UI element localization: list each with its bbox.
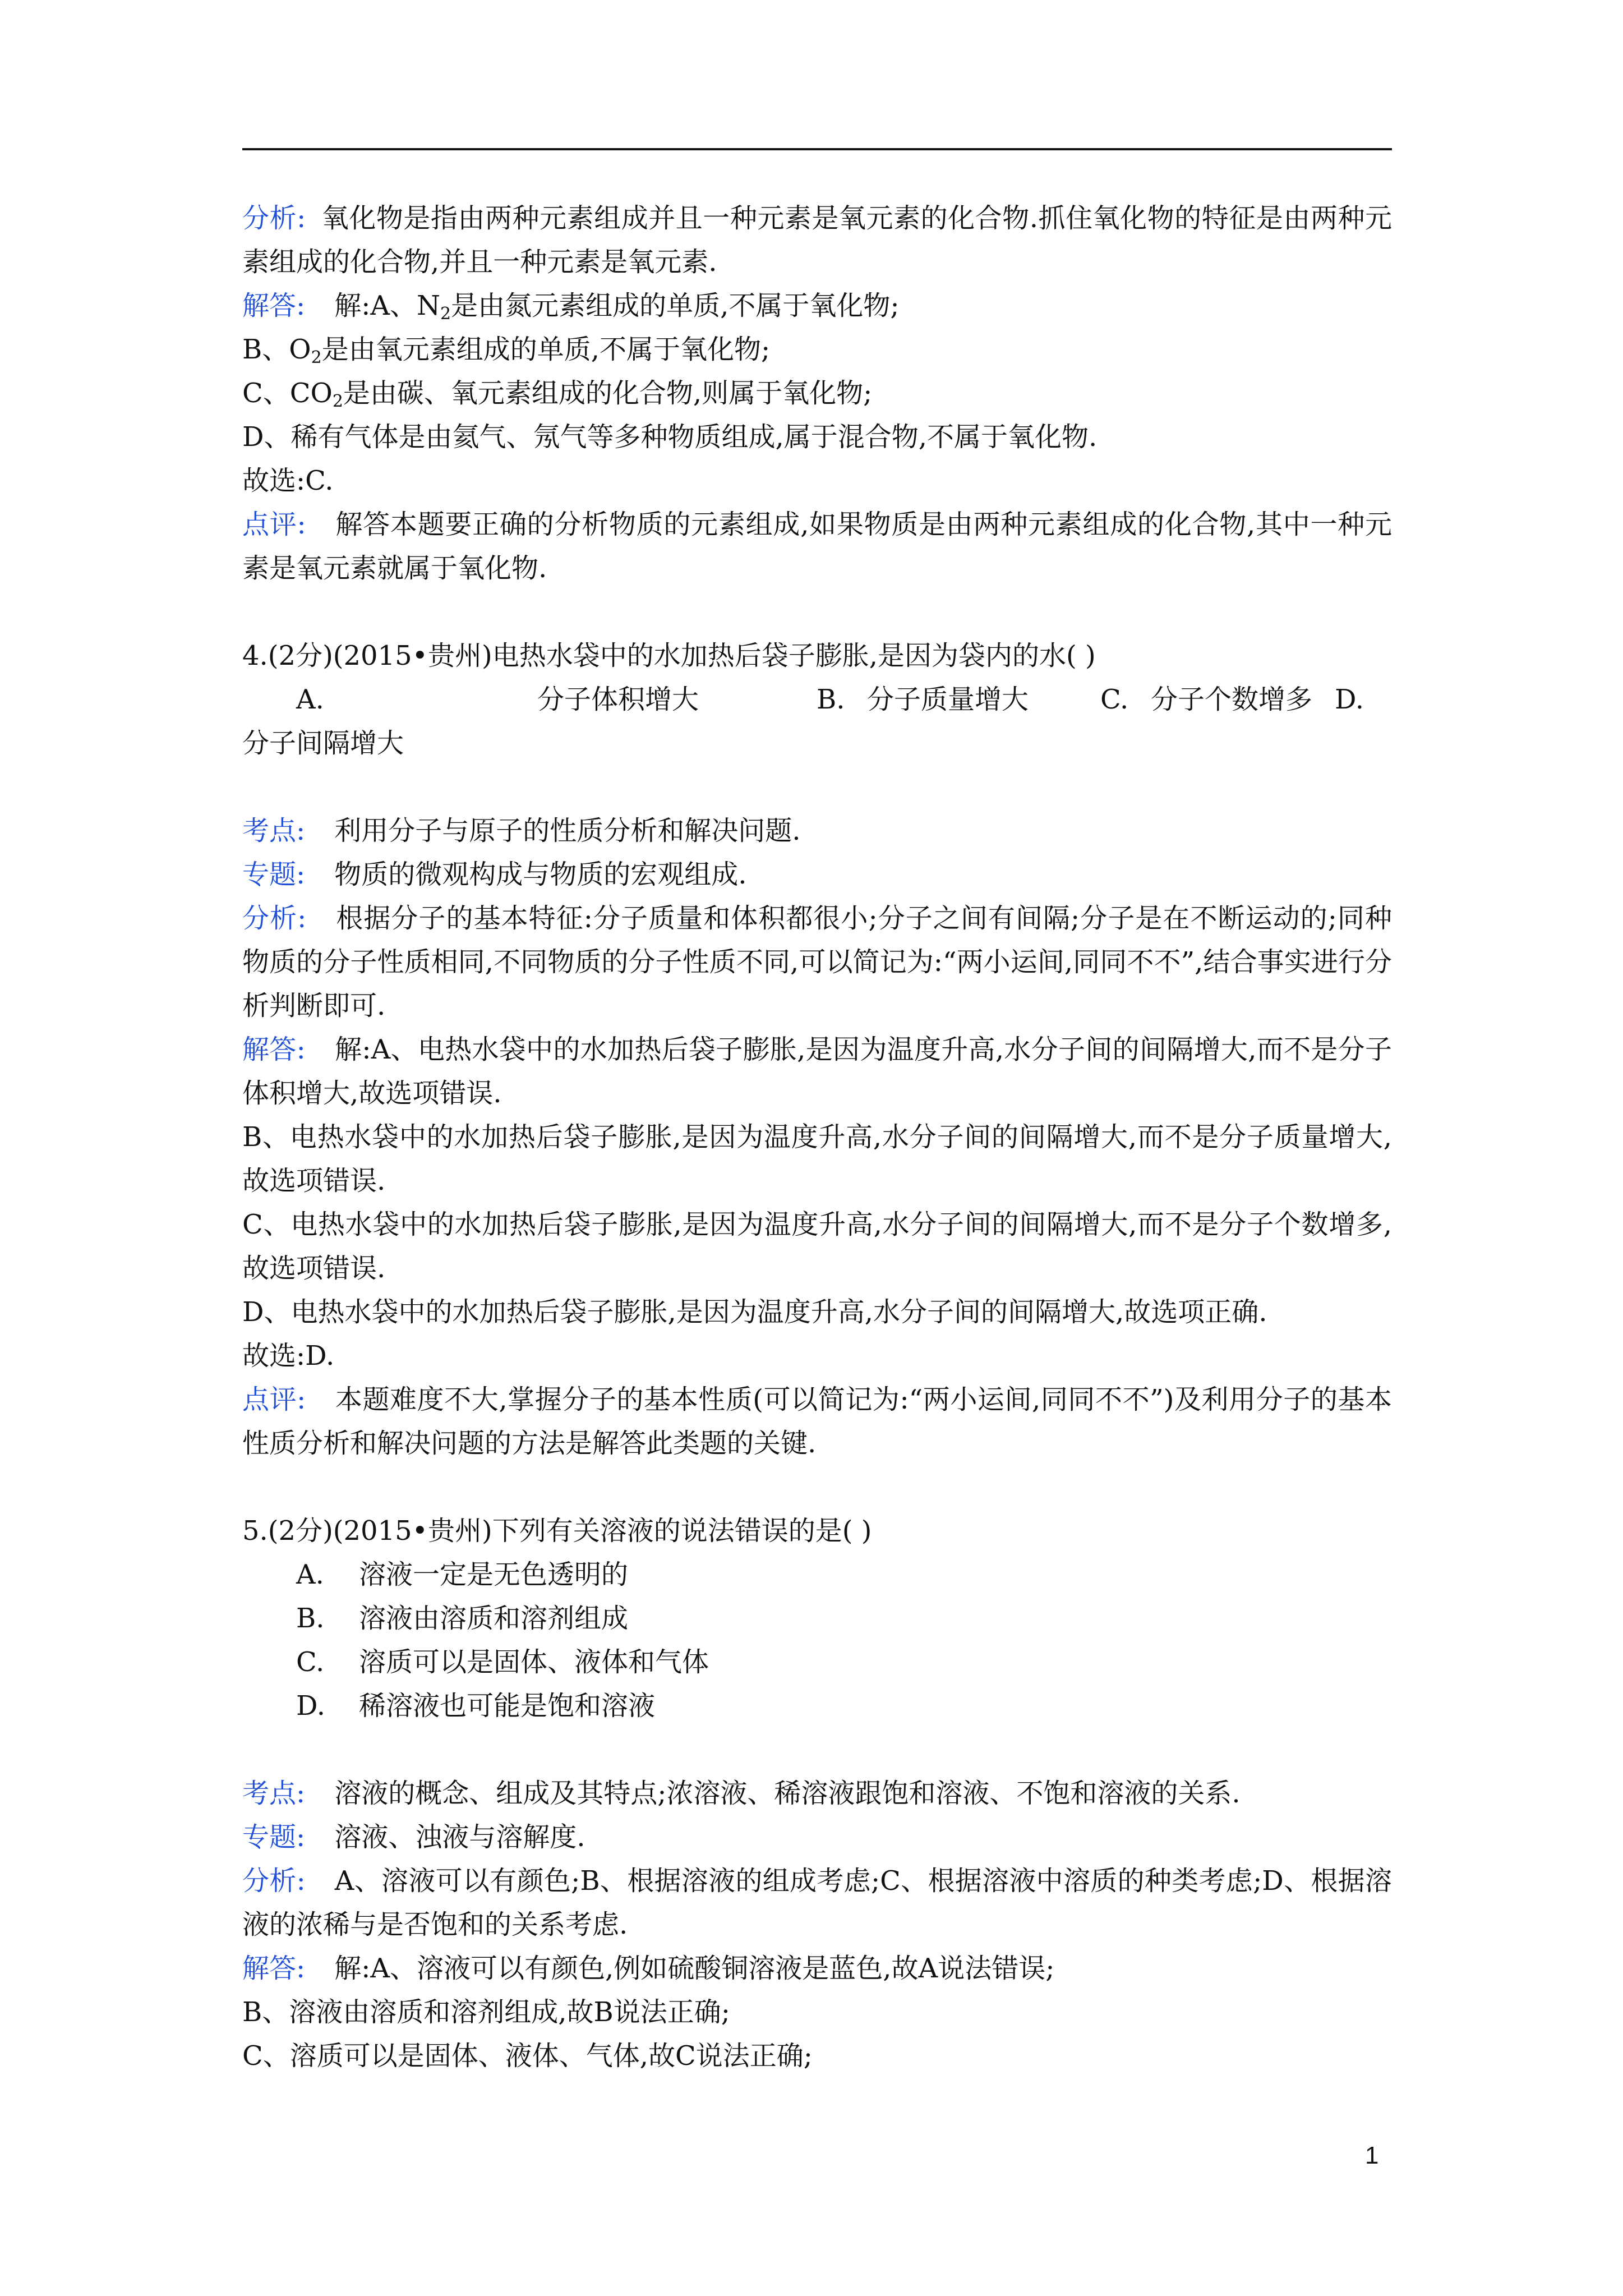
q4-topic: 专题: 物质的微观构成与物质的宏观组成. <box>242 859 747 890</box>
point-tag: 考点: <box>242 815 306 846</box>
q5-point: 考点: 溶液的概念、组成及其特点;浓溶液、稀溶液跟饱和溶液、不饱和溶液的关系. <box>242 1778 1241 1809</box>
comment-tag: 点评: <box>242 509 306 540</box>
q4-option-d-letter: D. <box>1335 684 1364 715</box>
topic-tag: 专题: <box>242 1821 306 1853</box>
spacer <box>242 590 1392 634</box>
q4-option-c-text: 分子个数增多 <box>1151 684 1313 715</box>
q3-answer-line-2: B、$O_2$是由氧元素组成的单质,不属于氧化物; <box>242 334 771 367</box>
page-number: 1 <box>1365 2142 1379 2169</box>
q5-answer-line-3: C、溶质可以是固体、液体、气体,故C说法正确; <box>242 2040 813 2072</box>
q5-answer-line-2: B、溶液由溶质和溶剂组成,故B说法正确; <box>242 1996 730 2028</box>
comment-tag: 点评: <box>242 1384 306 1415</box>
q4-point: 考点: 利用分子与原子的性质分析和解决问题. <box>242 815 801 846</box>
page-content <box>242 196 1392 2078</box>
topic-tag: 专题: <box>242 859 306 890</box>
q5-answer-line-1: 解答: 解:A、溶液可以有颜色,例如硫酸铜溶液是蓝色,故A说法错误; <box>242 1953 1055 1984</box>
answer-tag: 解答: <box>242 1953 306 1984</box>
q5-option-d: D. 稀溶液也可能是饱和溶液 <box>296 1690 656 1722</box>
q5-option-c: C. 溶质可以是固体、液体和气体 <box>296 1646 709 1678</box>
q3-answer-line-1: 解答: 解:A、$N_2$是由氮元素组成的单质,不属于氧化物; <box>242 290 900 324</box>
q4-option-d-text: 分子间隔增大 <box>242 728 404 759</box>
header-rule <box>242 148 1392 150</box>
answer-tag: 解答: <box>242 290 306 321</box>
q4-analysis: 分析: 根据分子的基本特征:分子质量和体积都很小;分子之间有间隔;分子是在不断运动的;同种物质的分子性质相同,不同物质的分子性质不同,可以简记为:“两小运间,同同不不”,结合事实进行分析判断即可. <box>242 903 1392 1022</box>
q4-option-b-text: 分子质量增大 <box>867 684 1029 715</box>
q5-analysis: 分析: A、溶液可以有颜色;B、根据溶液的组成考虑;C、根据溶液中溶质的种类考虑;D、根据溶液的浓稀与是否饱和的关系考虑. <box>242 1865 1392 1940</box>
q5-option-b: B. 溶液由溶质和溶剂组成 <box>296 1603 629 1634</box>
q4-answer-line-4: D、电热水袋中的水加热后袋子膨胀,是因为温度升高,水分子间的间隔增大,故选项正确. <box>242 1296 1267 1328</box>
q3-choice: 故选:C. <box>242 465 334 496</box>
q3-analysis: 分析: 氧化物是指由两种元素组成并且一种元素是氧元素的化合物.抓住氧化物的特征是由两种元素组成的化合物,并且一种元素是氧元素. <box>242 203 1392 278</box>
q4-option-c-letter: C. <box>1100 684 1129 715</box>
analysis-tag: 分析: <box>242 903 307 934</box>
answer-tag: 解答: <box>242 1034 306 1065</box>
spacer <box>242 765 1392 809</box>
q4-option-a-letter: A. <box>296 684 324 715</box>
q4-answer-line-3: C、电热水袋中的水加热后袋子膨胀,是因为温度升高,水分子间的间隔增大,而不是分子个数增多,故选项错误. <box>242 1209 1392 1284</box>
q5-stem: 5.(2分)(2015•贵州)下列有关溶液的说法错误的是( ) <box>242 1515 872 1547</box>
q4-stem: 4.(2分)(2015•贵州)电热水袋中的水加热后袋子膨胀,是因为袋内的水( ) <box>242 640 1096 671</box>
q4-option-a-text: 分子体积增大 <box>537 684 699 715</box>
analysis-tag: 分析: <box>242 1865 306 1897</box>
q4-choice: 故选:D. <box>242 1340 335 1372</box>
point-tag: 考点: <box>242 1778 306 1809</box>
q5-topic: 专题: 溶液、浊液与溶解度. <box>242 1821 585 1853</box>
q4-option-b-letter: B. <box>817 684 845 715</box>
spacer <box>242 1465 1392 1509</box>
q4-answer-line-1: 解答: 解:A、电热水袋中的水加热后袋子膨胀,是因为温度升高,水分子间的间隔增大,而不是分子体积增大,故选项错误. <box>242 1034 1392 1109</box>
q4-comment: 点评: 本题难度不大,掌握分子的基本性质(可以简记为:“两小运间,同同不不”)及利用分子的基本性质分析和解决问题的方法是解答此类题的关键. <box>242 1384 1392 1459</box>
q5-option-a: A. 溶液一定是无色透明的 <box>296 1559 629 1590</box>
q4-answer-line-2: B、电热水袋中的水加热后袋子膨胀,是因为温度升高,水分子间的间隔增大,而不是分子质量增大,故选项错误. <box>242 1121 1392 1197</box>
analysis-tag: 分析: <box>242 203 306 234</box>
spacer <box>242 1728 1392 1772</box>
q3-answer-line-3: C、$CO_2$是由碳、氧元素组成的化合物,则属于氧化物; <box>242 378 873 411</box>
q4-options <box>242 678 1392 721</box>
q5-options <box>242 1553 1392 1728</box>
q3-comment: 点评: 解答本题要正确的分析物质的元素组成,如果物质是由两种元素组成的化合物,其中一种元素是氧元素就属于氧化物. <box>242 509 1392 584</box>
q3-answer-line-4: D、稀有气体是由氦气、氖气等多种物质组成,属于混合物,不属于氧化物. <box>242 421 1098 453</box>
